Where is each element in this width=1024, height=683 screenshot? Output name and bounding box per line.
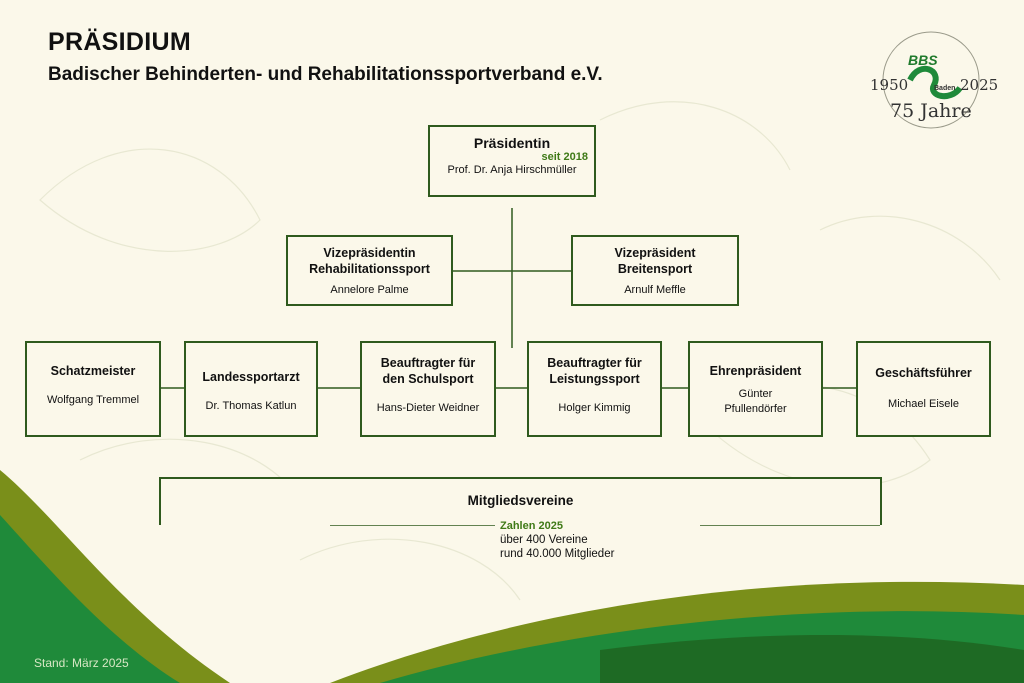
officer-name: Holger Kimmig xyxy=(558,402,631,414)
page-title: PRÄSIDIUM xyxy=(48,28,191,56)
logo-region: Baden xyxy=(934,85,956,92)
officer-name-2: Pfullendörfer xyxy=(724,403,787,415)
page-subtitle: Badischer Behinderten- und Rehabilitationssportverband e.V. xyxy=(48,64,603,85)
officer-role: Landessportarzt xyxy=(202,370,300,384)
members-stats xyxy=(500,519,614,561)
vice-president-breitensport-box xyxy=(571,235,739,306)
officer-name: Wolfgang Tremmel xyxy=(46,394,140,406)
vp-rehab-role-1: Vizepräsidentin xyxy=(323,246,416,260)
officer-role: Geschäftsführer xyxy=(875,366,972,380)
vp-breitensport-role-1: Vizepräsident xyxy=(614,246,696,260)
president-role: Präsidentin xyxy=(473,135,551,151)
president-since: seit 2018 xyxy=(541,151,588,163)
officer-box-leistungssport xyxy=(527,341,662,437)
members-box xyxy=(159,477,882,525)
officer-role: Ehrenpräsident xyxy=(709,364,802,378)
vp-rehab-name: Annelore Palme xyxy=(330,284,409,296)
logo-year-end: 2025 xyxy=(960,76,999,94)
members-stats-title: Zahlen 2025 xyxy=(500,520,563,532)
vp-rehab-role-2: Rehabilitationssport xyxy=(309,262,430,276)
members-stats-members: rund 40.000 Mitglieder xyxy=(500,548,615,560)
officer-name: Günter xyxy=(738,388,773,400)
officer-role: Schatzmeister xyxy=(50,364,136,378)
officer-box-ehrenpraesident xyxy=(688,341,823,437)
logo-year-start: 1950 xyxy=(870,76,909,94)
members-label: Mitgliedsvereine xyxy=(467,493,574,508)
officer-box-schulsport xyxy=(360,341,496,437)
logo-brand: BBS xyxy=(908,52,938,68)
officer-name: Dr. Thomas Katlun xyxy=(205,400,297,412)
officer-box-landessportarzt xyxy=(184,341,318,437)
bbs-anniversary-logo xyxy=(862,30,1000,134)
members-stats-clubs: über 400 Vereine xyxy=(500,534,588,546)
officer-role: Beauftragter für xyxy=(547,356,642,370)
logo-anniversary: 75 Jahre xyxy=(890,100,972,122)
officer-role: Beauftragter für xyxy=(380,356,476,370)
officer-name: Michael Eisele xyxy=(888,398,959,410)
officer-box-geschaeftsfuehrer xyxy=(856,341,991,437)
president-name: Prof. Dr. Anja Hirschmüller xyxy=(447,164,577,176)
officer-role-2: den Schulsport xyxy=(382,372,474,386)
officer-name: Hans-Dieter Weidner xyxy=(376,402,480,414)
stand-date: Stand: März 2025 xyxy=(34,656,129,670)
officer-box-schatzmeister xyxy=(25,341,161,437)
president-box xyxy=(428,125,596,197)
vp-breitensport-role-2: Breitensport xyxy=(617,262,693,276)
vice-president-rehab-box xyxy=(286,235,453,306)
vp-breitensport-name: Arnulf Meffle xyxy=(624,284,686,296)
officer-role-2: Leistungssport xyxy=(549,372,640,386)
